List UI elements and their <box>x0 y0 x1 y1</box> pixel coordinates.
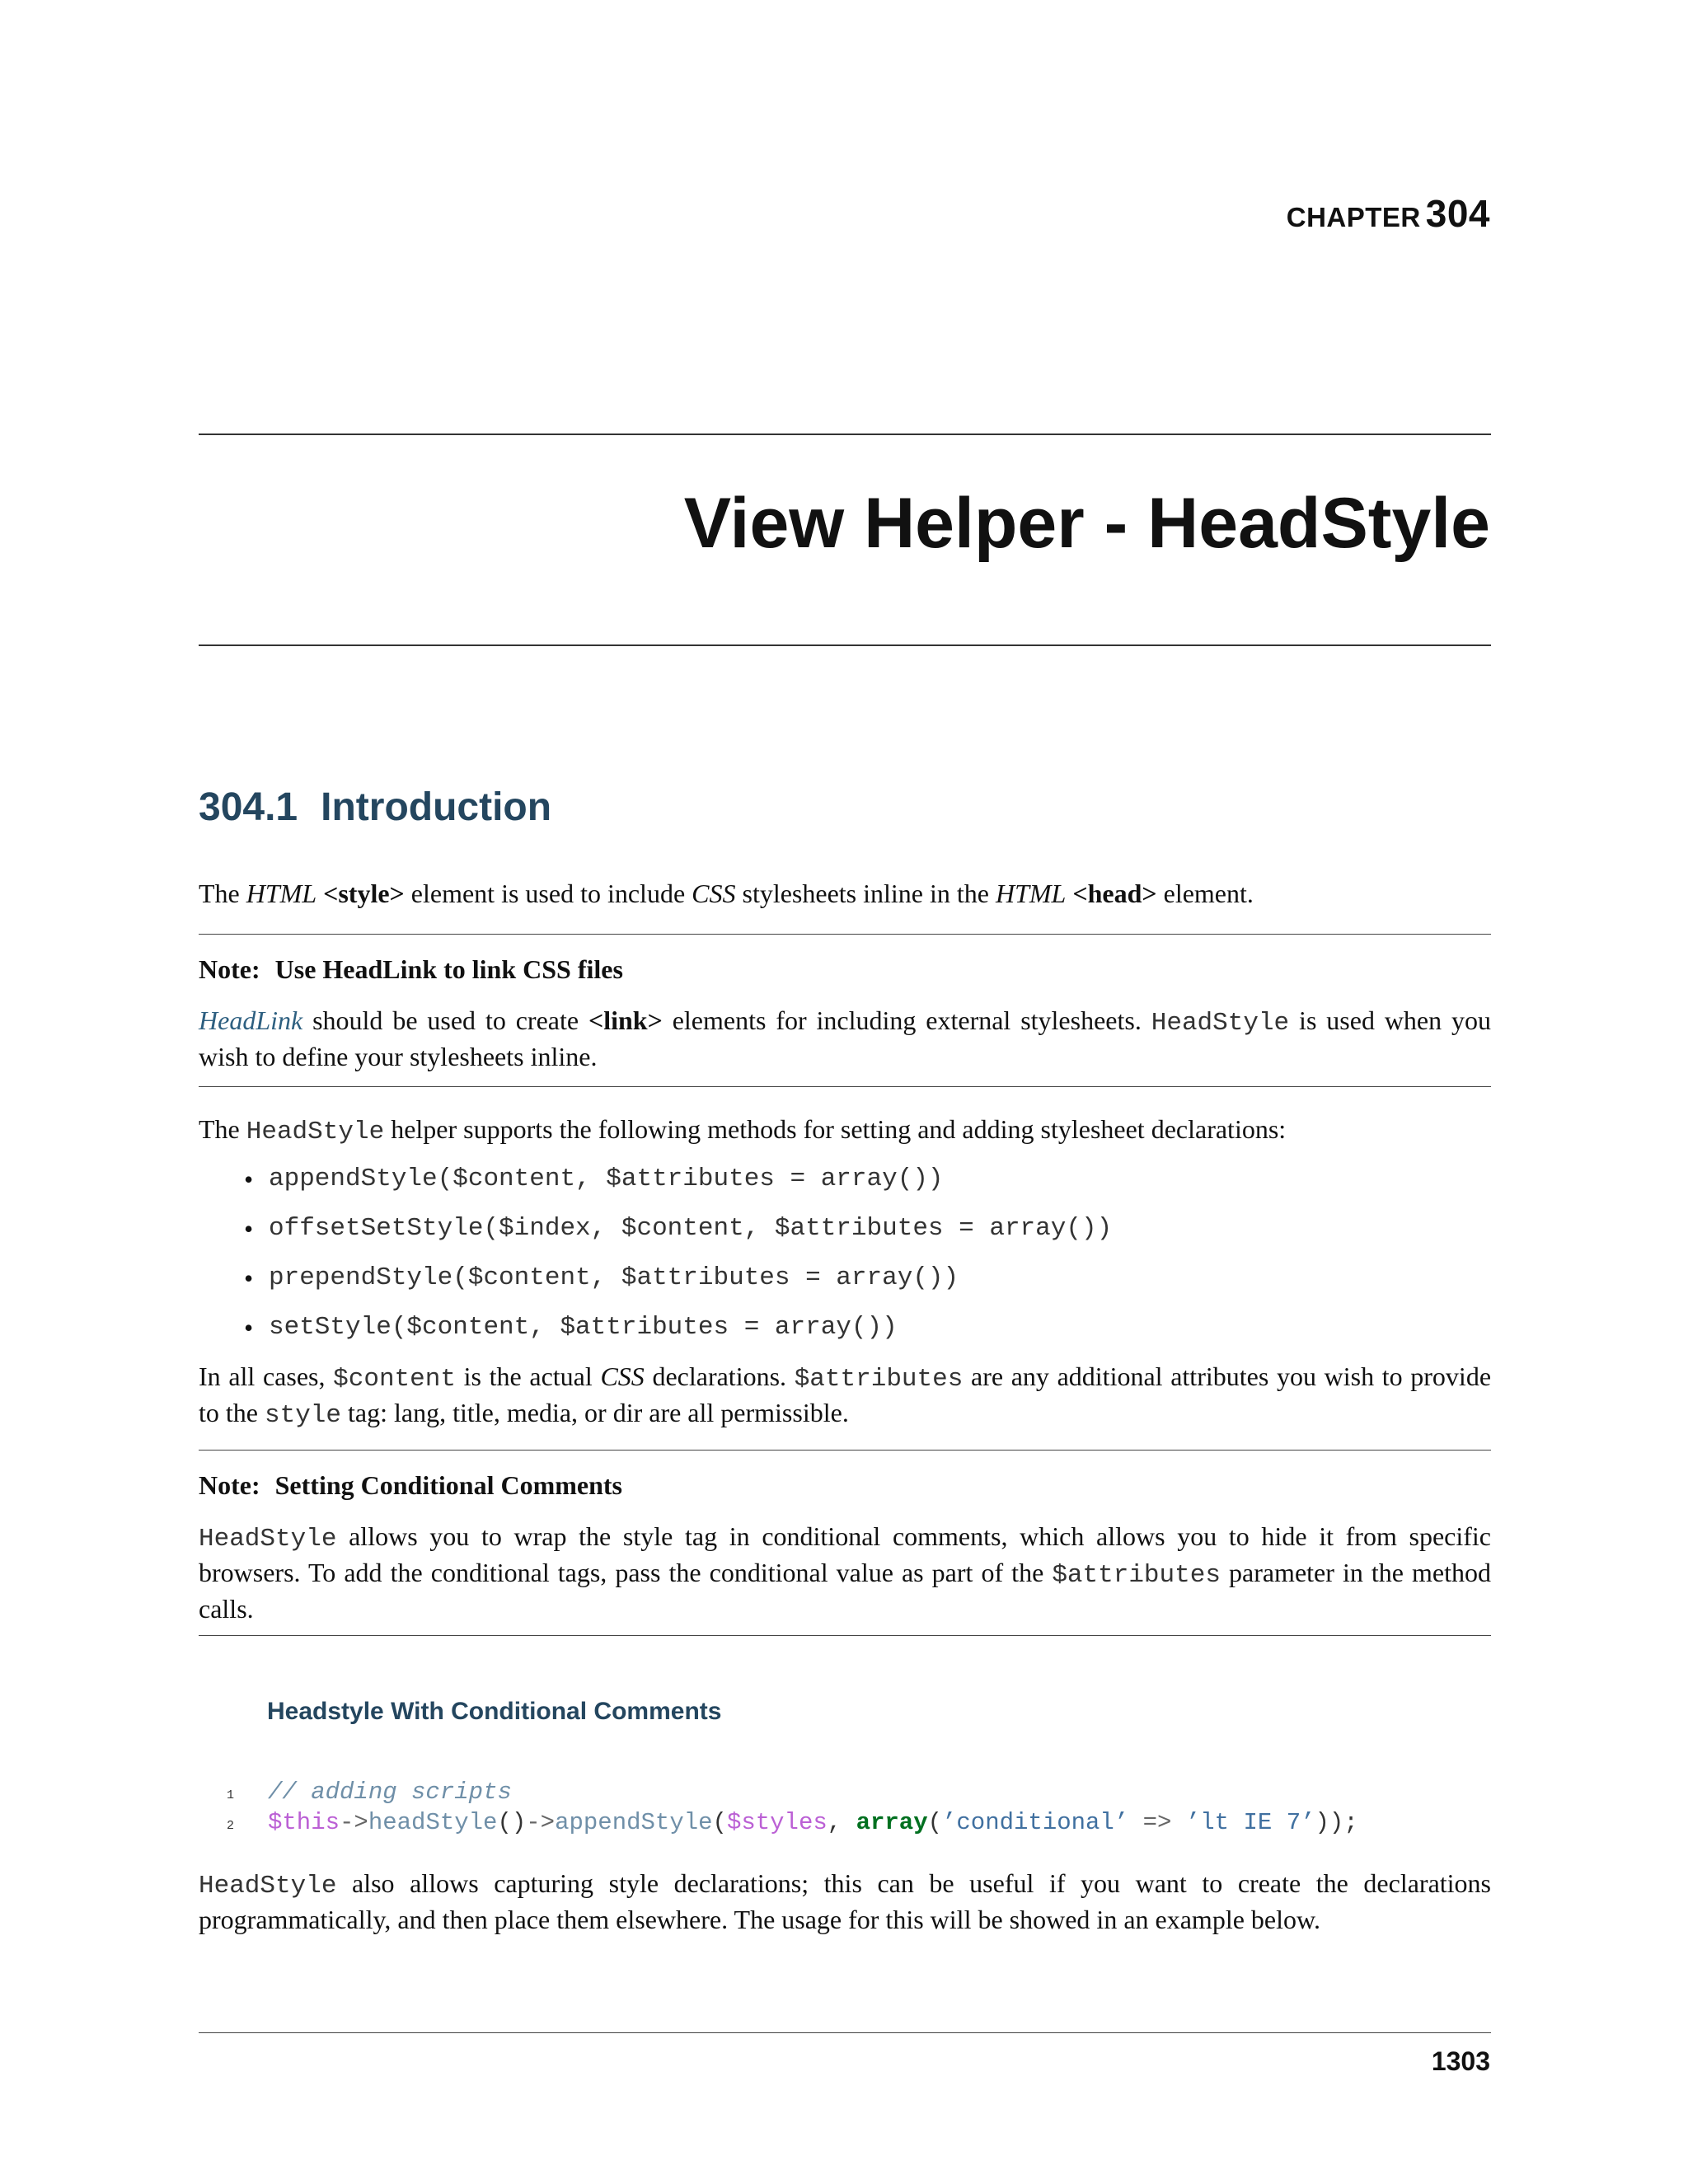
code-var-this: $this <box>268 1809 340 1836</box>
code-method-headstyle: headStyle <box>368 1809 498 1836</box>
bullet-icon: • <box>244 1214 254 1244</box>
note2-text-2: parameter in the method calls. <box>199 1558 1492 1624</box>
cases-text-3: declarations. <box>644 1361 795 1391</box>
page-number: 1303 <box>1431 2046 1490 2076</box>
chapter-title: View Helper - HeadStyle <box>683 484 1490 563</box>
cases-text-2: is the actual <box>455 1361 601 1391</box>
list-item <box>244 1254 1480 1303</box>
code-keyword-array: array <box>856 1809 928 1836</box>
methods-intro <box>199 1113 1491 1149</box>
note1-text-2: elements for including external stylesheets. <box>662 1005 1151 1035</box>
title-top-rule <box>199 434 1491 435</box>
section-title: Introduction <box>321 785 552 829</box>
note1-title: Use HeadLink to link CSS files <box>274 954 623 984</box>
title-bottom-rule <box>199 644 1491 646</box>
methods-intro-code: HeadStyle <box>246 1118 385 1146</box>
intro-text-1: The <box>199 879 246 908</box>
line-number: 1 <box>227 1788 235 1802</box>
code-paren: ( <box>927 1809 942 1836</box>
note1-link-tag: <link> <box>588 1005 663 1035</box>
note2-text-1: allows you to wrap the style tag in conditional comments, which allows you to hide it from specific browsers. To add the conditional tags, pass the conditional value as part of the <box>199 1521 1491 1587</box>
intro-html-term-2: HTML <box>995 879 1067 908</box>
cases-text-4: are any additional attributes you wish to provide to the <box>199 1361 1492 1427</box>
cases-text-5: tag: lang, title, media, or dir are all permissible. <box>341 1398 849 1427</box>
code-close: )); <box>1315 1809 1358 1836</box>
note2-label: Note: <box>199 1470 260 1500</box>
note1-code-headstyle: HeadStyle <box>1151 1009 1290 1038</box>
code-line-1 <box>199 1777 512 1808</box>
cases-code-attributes: $attributes <box>794 1365 964 1394</box>
code-comma: , <box>827 1809 856 1836</box>
cases-code-content: $content <box>333 1365 456 1394</box>
cases-code-style: style <box>264 1401 341 1430</box>
intro-css-term: CSS <box>692 879 736 908</box>
intro-space-1 <box>316 879 323 908</box>
method-signature: prependStyle($content, $attributes = array()) <box>269 1263 959 1292</box>
intro-head-tag: <head> <box>1072 879 1157 908</box>
note2-title: Setting Conditional Comments <box>274 1470 622 1500</box>
chapter-label-text: CHAPTER <box>1286 202 1421 232</box>
note2-body <box>199 1520 1491 1625</box>
note2-heading <box>199 1470 622 1501</box>
intro-text-3: stylesheets inline in the <box>735 879 996 908</box>
note1-label: Note: <box>199 954 260 984</box>
note2-top-rule <box>199 1450 1491 1451</box>
chapter-label <box>1287 191 1490 236</box>
list-item <box>244 1204 1480 1254</box>
bullet-icon: • <box>244 1165 254 1194</box>
note2-bottom-rule <box>199 1635 1491 1636</box>
intro-text-4: element. <box>1156 879 1254 908</box>
code-comment: // adding scripts <box>268 1779 512 1806</box>
section-heading <box>199 785 551 830</box>
headlink-link[interactable]: HeadLink <box>199 1005 303 1035</box>
code-paren: () <box>497 1809 527 1836</box>
list-item <box>244 1155 1480 1204</box>
intro-html-term: HTML <box>246 879 317 908</box>
note1-text-1: should be used to create <box>302 1005 588 1035</box>
method-signature: offsetSetStyle($index, $content, $attributes = array()) <box>269 1214 1113 1243</box>
code-paren: ( <box>712 1809 727 1836</box>
bullet-icon: • <box>244 1313 254 1343</box>
capture-text: also allows capturing style declarations; this can be useful if you want to create the declarations programmatically, and then place them elsewhere. The usage for this will be showed in an example below. <box>199 1868 1491 1934</box>
code-arrow: -> <box>526 1809 556 1836</box>
note1-bottom-rule <box>199 1086 1491 1087</box>
line-number: 2 <box>227 1819 235 1833</box>
cases-paragraph <box>199 1360 1491 1432</box>
bullet-icon: • <box>244 1263 254 1293</box>
code-string-key: ’conditional’ <box>942 1809 1129 1836</box>
code-method-appendstyle: appendStyle <box>555 1809 713 1836</box>
list-item <box>244 1303 1480 1352</box>
section-number: 304.1 <box>199 785 298 829</box>
code-fat-arrow: => <box>1128 1809 1186 1836</box>
note2-code-headstyle: HeadStyle <box>199 1525 337 1554</box>
note1-top-rule <box>199 934 1491 935</box>
cases-text-1: In all cases, <box>199 1361 334 1391</box>
method-signature: setStyle($content, $attributes = array()) <box>269 1313 898 1342</box>
note2-code-attributes: $attributes <box>1052 1561 1221 1590</box>
code-string-value: ’lt IE 7’ <box>1185 1809 1315 1836</box>
code-example-caption: Headstyle With Conditional Comments <box>267 1698 722 1725</box>
code-var-styles: $styles <box>726 1809 828 1836</box>
code-arrow: -> <box>340 1809 368 1836</box>
methods-intro-text-1: The <box>199 1114 246 1144</box>
note1-heading <box>199 954 623 985</box>
intro-paragraph <box>199 877 1491 910</box>
cases-css-term: CSS <box>600 1361 645 1391</box>
capture-paragraph <box>199 1867 1491 1936</box>
methods-list <box>244 1155 1480 1352</box>
code-line-2 <box>199 1807 1358 1839</box>
intro-style-tag: <style> <box>323 879 405 908</box>
footer-rule <box>199 2032 1491 2033</box>
note1-text-3: is used when you wish to define your stylesheets inline. <box>199 1005 1492 1071</box>
methods-intro-text-2: helper supports the following methods for setting and adding stylesheet declarations: <box>384 1114 1287 1144</box>
method-signature: appendStyle($content, $attributes = array()) <box>269 1165 944 1193</box>
intro-text-2: element is used to include <box>404 879 692 908</box>
chapter-number: 304 <box>1425 192 1490 235</box>
note1-body <box>199 1004 1491 1073</box>
capture-code-headstyle: HeadStyle <box>199 1872 337 1900</box>
